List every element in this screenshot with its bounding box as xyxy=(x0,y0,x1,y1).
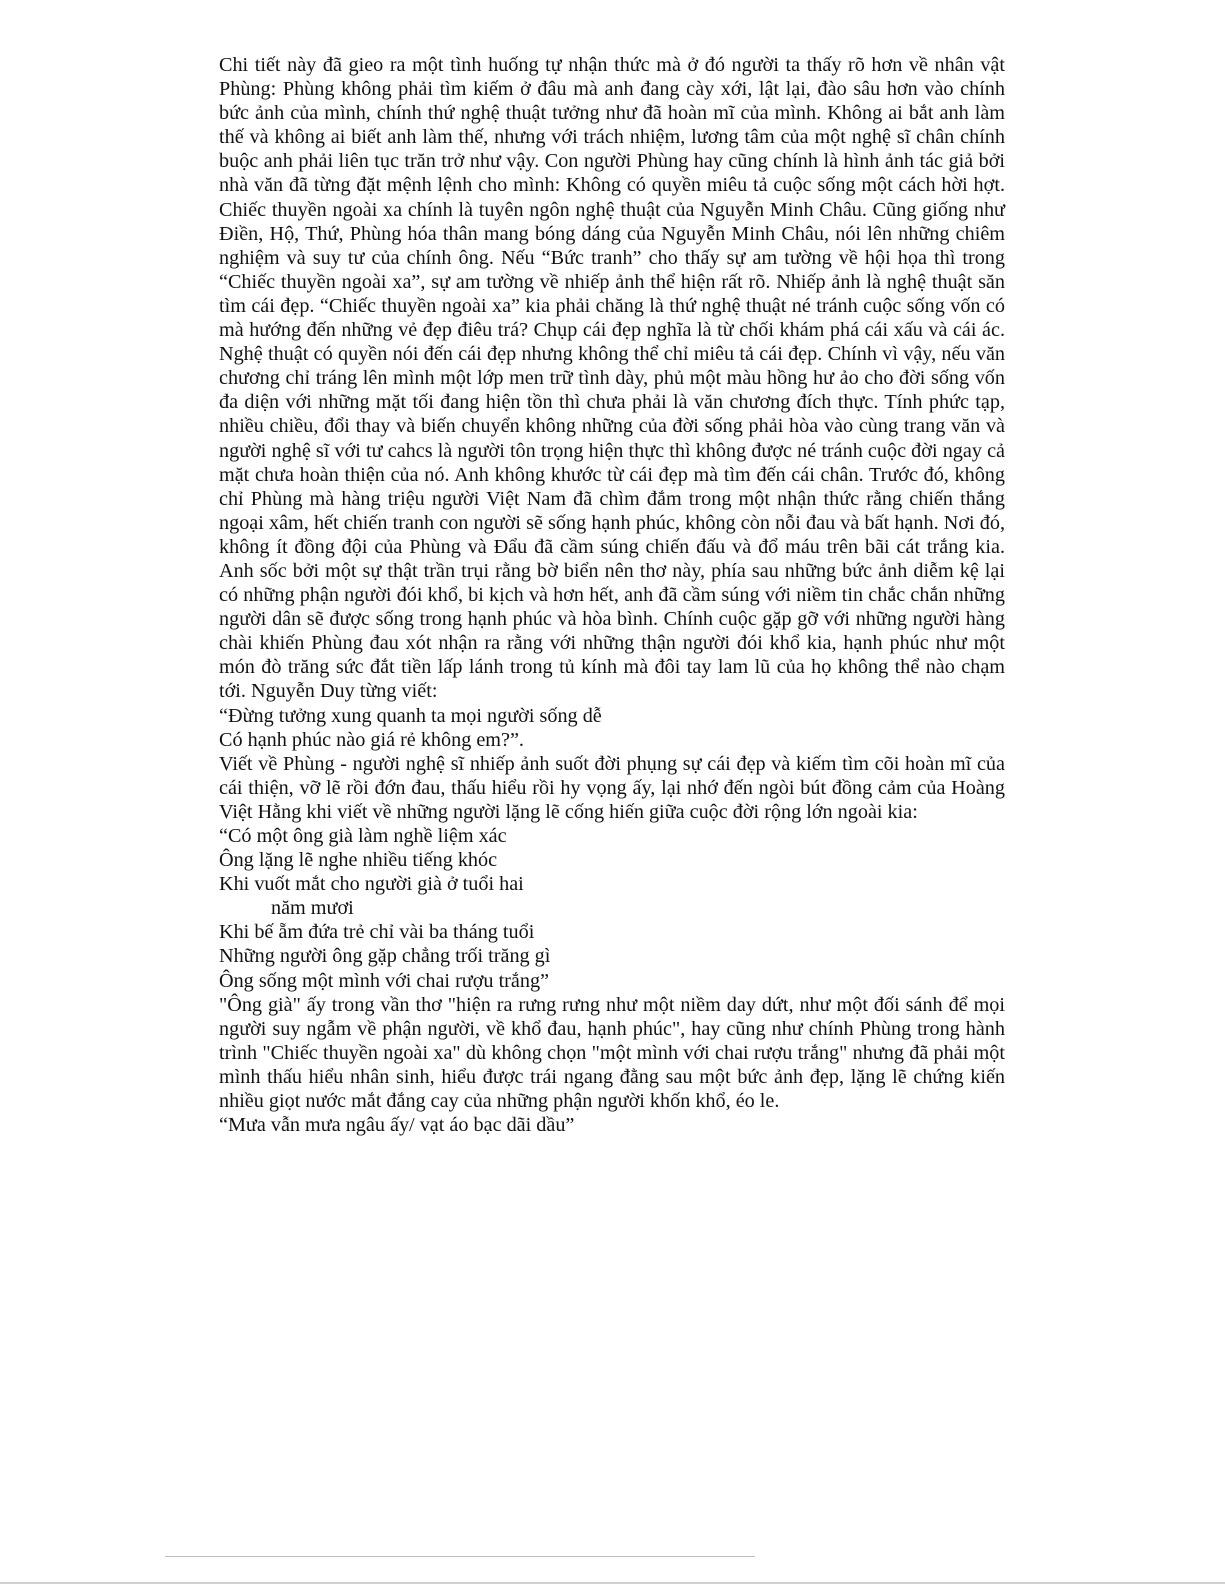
poem-line: Ông lặng lẽ nghe nhiều tiếng khóc xyxy=(219,849,498,872)
poem-line: “Có một ông già làm nghề liệm xác xyxy=(219,825,507,847)
body-paragraph: Chi tiết này đã gieo ra một tình huống tự nhận thức mà ở đó người ta thấy rõ hơn về nhân vật Phùng: Phùng không phải tìm kiếm ở đâu mà anh đang cày xới, lật lại, đào sâu hơn vào chính bức ảnh của mình, chính thứ nghệ thuật tưởng như đã hoàn mĩ của mình. Không ai bắt anh làm thế và không ai biết anh làm thế, nhưng với trách nhiệm, lương tâm của một nghệ sĩ chân chính buộc anh phải liên tục trăn trở như vậy. Con người Phùng hay cũng chính là hình ảnh tác giả bởi nhà văn đã từng đặt mệnh lệnh cho mình: Không có quyền miêu tả cuộc sống một cách hời hợt. Chiếc thuyền ngoài xa chính là tuyên ngôn nghệ thuật của Nguyễn Minh Châu. Cũng giống như Điền, Hộ, Thứ, Phùng hóa thân mang bóng dáng của Nguyễn Minh Châu, nói lên những chiêm nghiệm và suy tư của chính ông. Nếu “Bức tranh” cho thấy sự am tường về hội họa thì trong “Chiếc thuyền ngoài xa”, sự am tường về nhiếp ảnh thể hiện rất rõ. Nhiếp ảnh là nghệ thuật săn tìm cái đẹp. “Chiếc thuyền ngoài xa” kia phải chăng là thứ nghệ thuật né tránh cuộc sống vốn có mà hướng đến những vẻ đẹp điêu trá? Chụp cái đẹp nghĩa là từ chối khám phá cái xấu và cái ác. Nghệ thuật có quyền nói đến cái đẹp nhưng không thể chỉ miêu tả cái đẹp. Chính vì vậy, nếu văn chương chỉ tráng lên mình một lớp men trữ tình dày, phủ một màu hồng hư ảo cho đời sống vốn đa diện với những mặt tối đang hiện tồn thì chưa phải là văn chương đích thực. Tính phức tạp, nhiều chiều, đổi thay và biến chuyển không những của đời sống phải hòa vào cùng trang văn và người nghệ sĩ với tư cahcs là người tôn trọng hiện thực thì không được né tránh cuộc đời ngay cả mặt chưa hoàn thiện của nó. Anh không khước từ cái đẹp mà tìm đến cái chân. Trước đó, không chỉ Phùng mà hàng triệu người Việt Nam đã chìm đắm trong một nhận thức rằng chiến thắng ngoại xâm, hết chiến tranh con người sẽ sống hạnh phúc, không còn nỗi đau và bất hạnh. Nơi đó, không ít đồng đội của Phùng và Đẩu đã cầm súng chiến đấu và đổ máu trên bãi cát trắng kia. Anh sốc bởi một sự thật trần trụi rằng bờ biển nên thơ này, phía sau những bức ảnh diễm kệ lại có những phận người đói khổ, bi kịch và hơn hết, anh đã cầm súng với niềm tin chắc chắn những người dân sẽ được sống trong hạnh phúc và hòa bình. Chính cuộc gặp gỡ với những người hàng chài khiến Phùng đau xót nhận ra rằng với những thận người đói khổ kia, hạnh phúc như một món đò trăng sức đắt tiền lấp lánh trong tủ kính mà đôi tay lam lũ của họ không thể nào chạm tới. Nguyễn Duy từng viết: xyxy=(219,54,1005,703)
footnote-separator xyxy=(165,1556,755,1557)
page-bottom-border xyxy=(0,1582,1225,1584)
poem-line: Khi vuốt mắt cho người già ở tuổi hai xyxy=(219,873,524,896)
quote-line: Có hạnh phúc nào giá rẻ không em?”. xyxy=(219,728,524,751)
poem-line-continuation: năm mươi xyxy=(271,897,354,920)
closing-quote-line: “Mưa vẫn mưa ngâu ấy/ vạt áo bạc dãi dầu” xyxy=(219,1114,575,1137)
poem-line: Những người ông gặp chẳng trối trăng gì xyxy=(219,945,551,968)
poem-line: Ông sống một mình với chai rượu trắng” xyxy=(219,969,550,992)
quote-line: “Đừng tưởng xung quanh ta mọi người sống dễ xyxy=(219,704,602,727)
body-paragraph: "Ông già" ấy trong vần thơ "hiện ra rưng rưng như một niềm day dứt, như một đối sánh để mọi người suy ngẫm về phận người, về khổ đau, hạnh phúc", hay cũng như chính Phùng trong hành trình "Chiếc thuyền ngoài xa" dù không chọn "một mình với chai rượu trắng" nhưng đã phải một mình thấu hiểu nhân sinh, hiểu được trái ngang đằng sau một bức ảnh đẹp, lặng lẽ chứng kiến nhiều giọt nước mắt đắng cay của những phận người khốn khổ, éo le. xyxy=(219,993,1005,1113)
poem-line: Khi bế ẵm đứa trẻ chỉ vài ba tháng tuổi xyxy=(219,921,535,944)
body-paragraph: Viết về Phùng - người nghệ sĩ nhiếp ảnh suốt đời phụng sự cái đẹp và kiếm tìm cõi hoàn mĩ của cái thiện, vỡ lẽ rồi đớn đau, thấu hiểu rồi hy vọng ấy, lại nhớ đến ngòi bút đồng cảm của Hoàng Việt Hằng khi viết về những người lặng lẽ cống hiến giữa cuộc đời rộng lớn ngoài kia: xyxy=(219,752,1005,823)
document-body xyxy=(219,53,1005,1137)
